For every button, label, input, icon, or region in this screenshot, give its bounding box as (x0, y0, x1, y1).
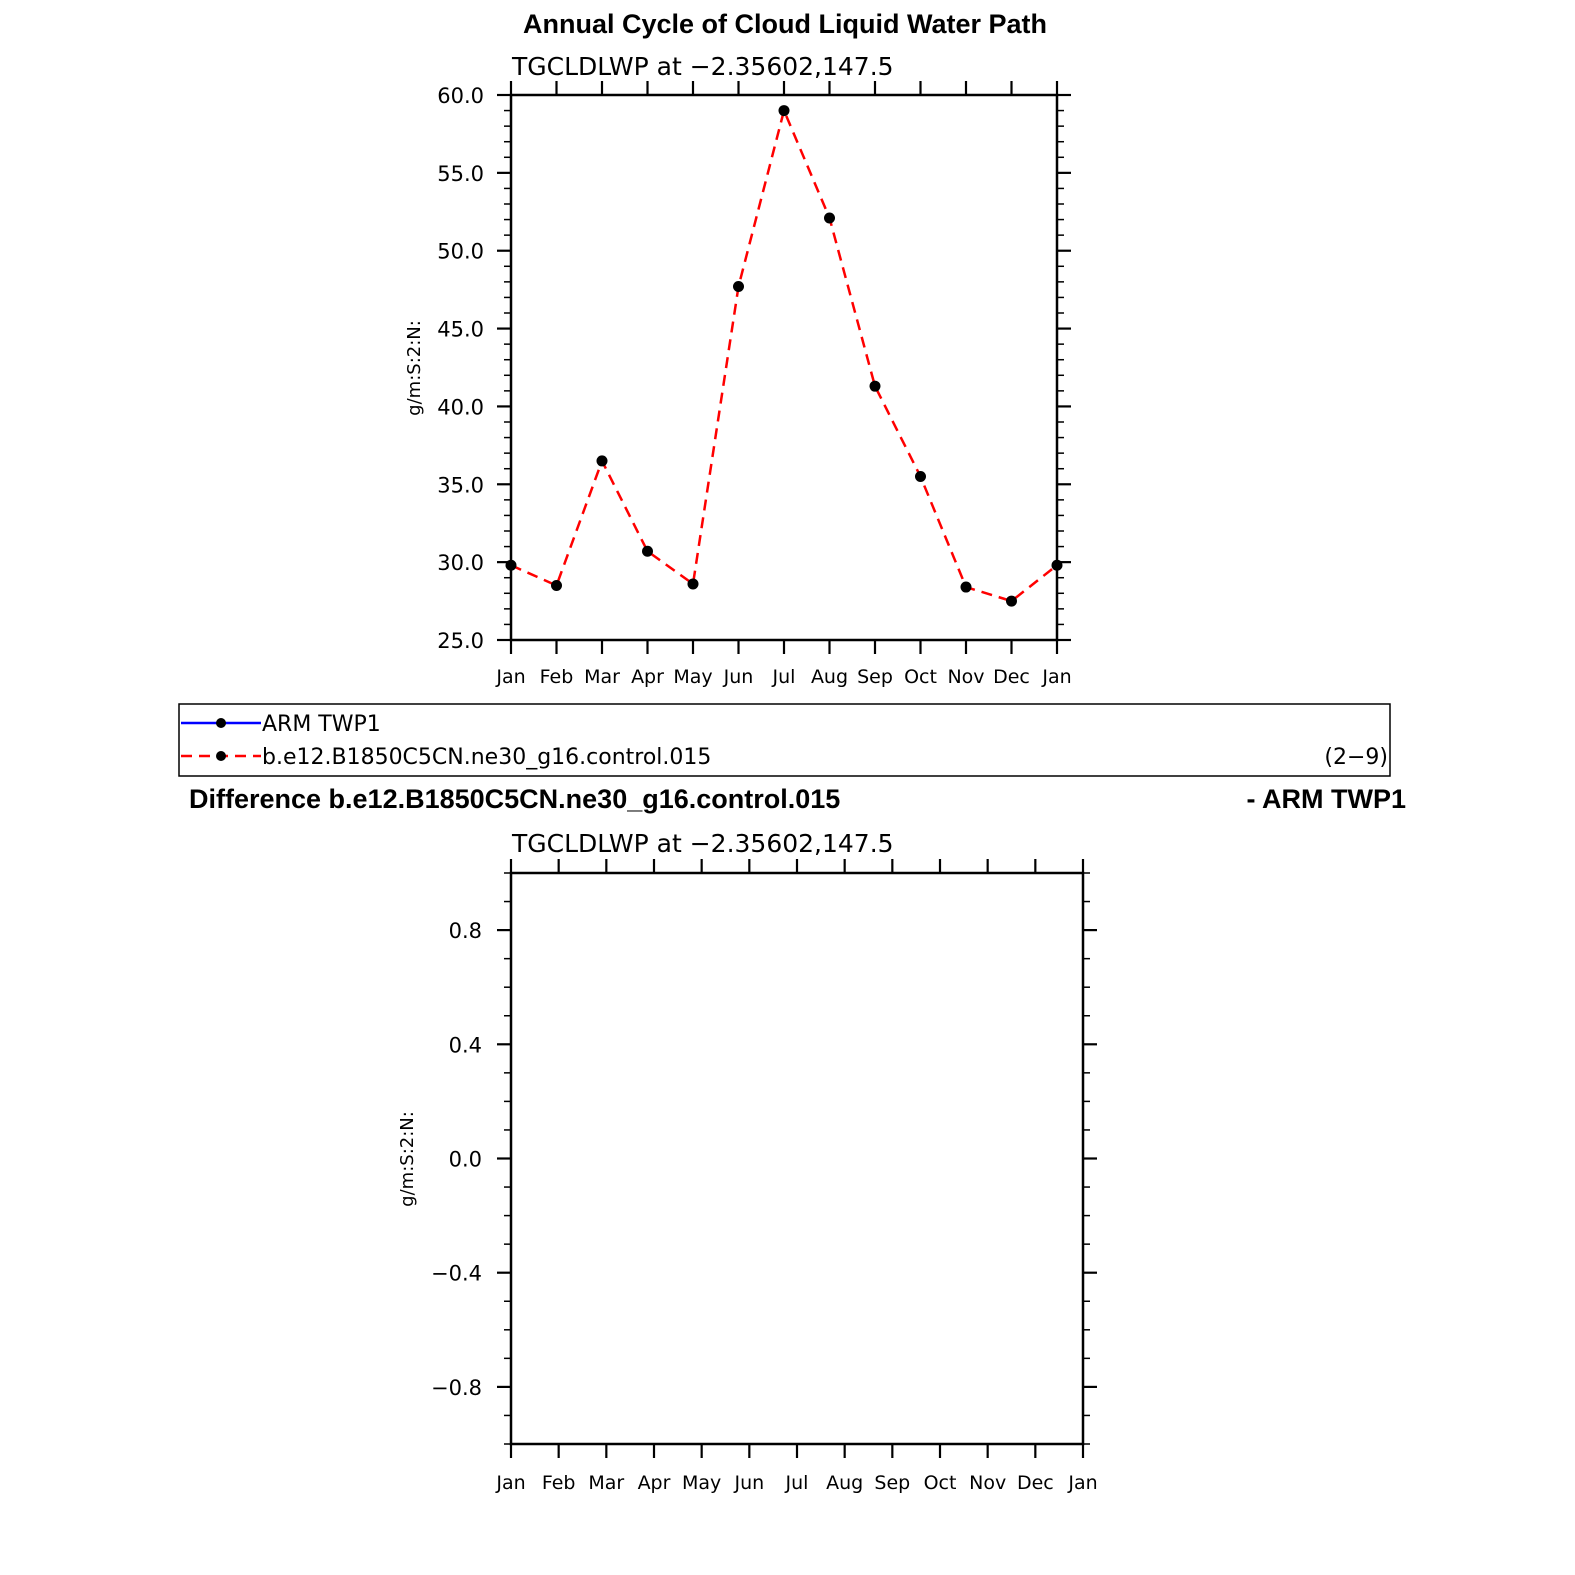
x-tick-label: Dec (1016, 1472, 1054, 1494)
figure-title: Annual Cycle of Cloud Liquid Water Path (522, 9, 1048, 39)
data-point (688, 578, 699, 589)
y-tick-label: −0.4 (431, 1261, 482, 1286)
data-point (506, 560, 517, 571)
x-tick-label: Nov (969, 1472, 1007, 1494)
legend-label-arm: ARM TWP1 (262, 712, 381, 737)
x-tick-label: Aug (826, 1472, 864, 1494)
panel-subtitle: TGCLDLWP at −2.35602,147.5 (512, 52, 894, 81)
legend-marker-model (216, 751, 226, 761)
data-point (551, 580, 562, 591)
y-axis-label: g/m:S:2:N: (397, 1111, 418, 1207)
y-tick-label: 50.0 (437, 239, 484, 264)
y-tick-label: 60.0 (437, 84, 484, 108)
y-tick-label: 0.0 (448, 1147, 482, 1172)
x-tick-label: Apr (631, 666, 664, 688)
data-point (1006, 596, 1017, 607)
y-tick-label: 35.0 (437, 473, 484, 498)
difference-panel (397, 829, 1098, 1494)
y-tick-label: 45.0 (437, 317, 484, 342)
plot-frame (511, 95, 1057, 640)
y-tick-label: 0.4 (448, 1033, 482, 1058)
legend-note: (2−9) (1324, 745, 1388, 770)
x-tick-label: Mar (588, 1472, 625, 1494)
data-point (597, 455, 608, 466)
x-tick-label: May (682, 1472, 722, 1494)
x-tick-label: Jan (496, 1472, 526, 1494)
x-tick-label: Jul (785, 1472, 809, 1494)
x-tick-label: Oct (904, 666, 937, 688)
series-line (511, 111, 1057, 602)
y-axis-label: g/m:S:2:N: (404, 320, 425, 416)
legend-marker-arm (216, 718, 226, 728)
y-tick-label: 40.0 (437, 395, 484, 420)
difference-title: Difference b.e12.B1850C5CN.ne30_g16.control.015 (189, 784, 841, 814)
data-point (961, 582, 972, 593)
panel-subtitle: TGCLDLWP at −2.35602,147.5 (512, 829, 894, 858)
x-tick-label: Apr (637, 1472, 671, 1494)
data-point (915, 471, 926, 482)
y-tick-label: 30.0 (437, 551, 484, 576)
data-point (870, 381, 881, 392)
x-tick-label: Jan (496, 666, 526, 688)
x-tick-label: May (673, 666, 713, 688)
x-tick-label: Dec (993, 666, 1030, 688)
x-tick-label: Sep (874, 1472, 911, 1494)
x-tick-label: Jun (734, 1472, 765, 1494)
x-tick-label: Jan (1042, 666, 1072, 688)
x-tick-label: Jul (772, 666, 796, 688)
x-tick-label: Nov (947, 666, 985, 688)
x-tick-label: Jun (723, 666, 754, 688)
x-tick-label: Mar (584, 666, 620, 688)
data-point (779, 105, 790, 116)
data-point (1052, 560, 1063, 571)
x-tick-label: Aug (810, 666, 849, 688)
data-point (733, 281, 744, 292)
legend-label-model: b.e12.B1850C5CN.ne30_g16.control.015 (262, 745, 712, 770)
data-point (642, 546, 653, 557)
data-point (824, 213, 835, 224)
x-tick-label: Feb (541, 1472, 576, 1494)
x-tick-label: Jan (1068, 1472, 1098, 1494)
x-tick-label: Sep (857, 666, 893, 688)
y-tick-label: 55.0 (437, 161, 484, 186)
y-tick-label: −0.8 (431, 1375, 482, 1400)
plot-frame (511, 873, 1083, 1444)
legend (179, 704, 1390, 776)
x-tick-label: Oct (923, 1472, 957, 1494)
y-tick-label: 25.0 (437, 629, 484, 653)
y-tick-label: 0.8 (448, 919, 482, 944)
x-tick-label: Feb (539, 666, 574, 688)
annual-cycle-panel (404, 52, 1072, 688)
difference-title-right: - ARM TWP1 (1246, 784, 1406, 814)
